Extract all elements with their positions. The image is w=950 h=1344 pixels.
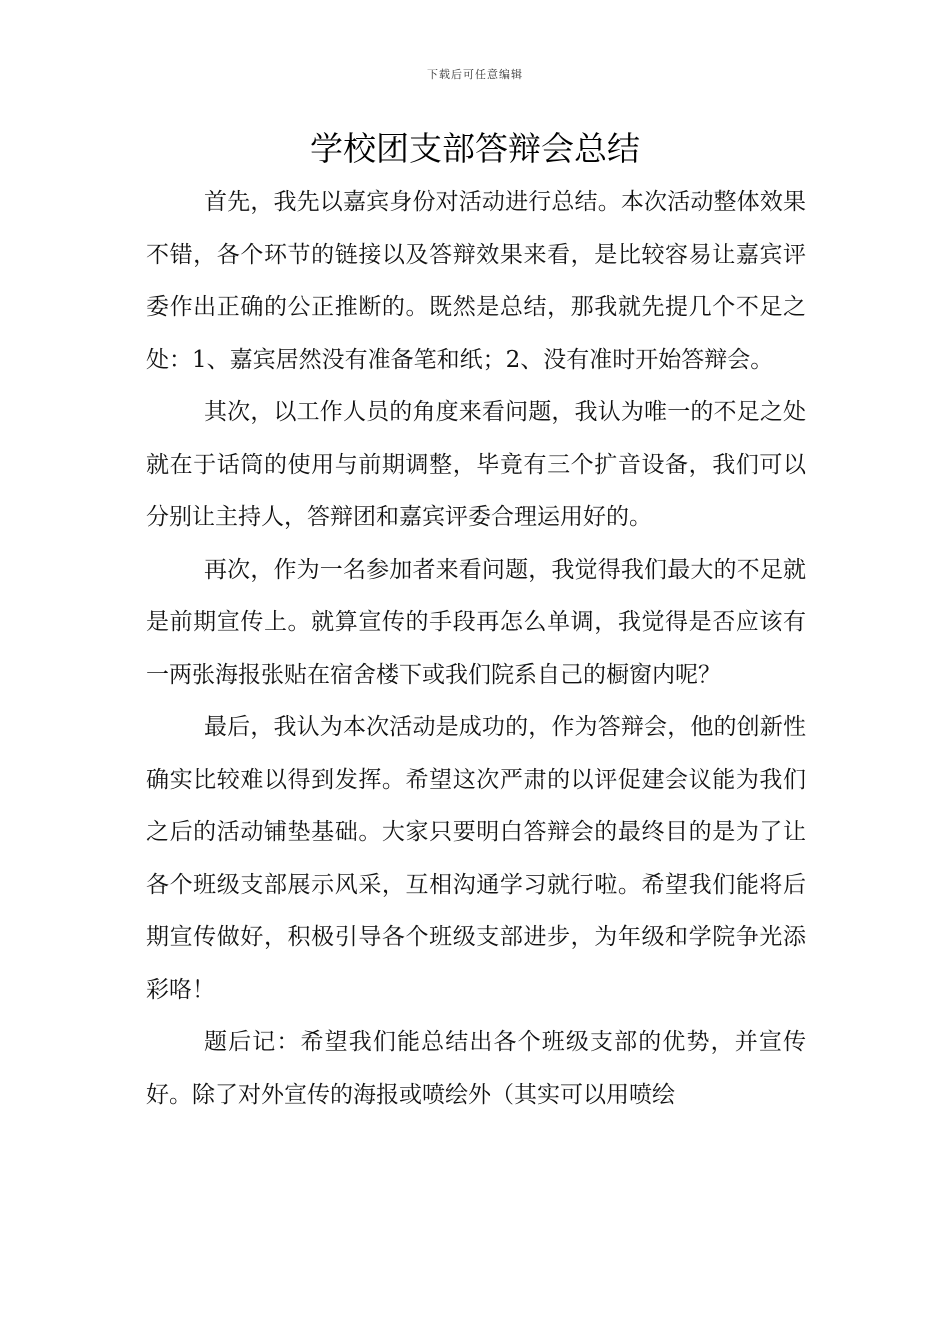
document-body bbox=[146, 176, 806, 1121]
header-note: 下载后可任意编辑 bbox=[427, 68, 523, 81]
paragraph-4: 最后，我认为本次活动是成功的，作为答辩会，他的创新性确实比较难以得到发挥。希望这次严肃的以评促建会议能为我们之后的活动铺垫基础。大家只要明白答辩会的最终目的是为了让各个班级支部展示风采，互相沟通学习就行啦。希望我们能将后期宣传做好，积极引导各个班级支部进步，为年级和学院争光添彩咯！ bbox=[146, 714, 806, 1003]
document-title: 学校团支部答辩会总结 bbox=[310, 129, 640, 168]
paragraph-3: 再次，作为一名参加者来看问题，我觉得我们最大的不足就是前期宣传上。就算宣传的手段再怎么单调，我觉得是否应该有一两张海报张贴在宿舍楼下或我们院系自己的橱窗内呢？ bbox=[146, 556, 806, 688]
paragraph-5: 题后记：希望我们能总结出各个班级支部的优势，并宣传好。除了对外宣传的海报或喷绘外（其实可以用喷绘 bbox=[146, 1029, 806, 1108]
paragraph-2: 其次，以工作人员的角度来看问题，我认为唯一的不足之处就在于话筒的使用与前期调整，毕竟有三个扩音设备，我们可以分别让主持人，答辩团和嘉宾评委合理运用好的。 bbox=[146, 399, 806, 530]
paragraph-1: 首先，我先以嘉宾身份对活动进行总结。本次活动整体效果不错，各个环节的链接以及答辩效果来看，是比较容易让嘉宾评委作出正确的公正推断的。既然是总结，那我就先提几个不足之处：1、嘉宾居然没有准备笔和纸；2、没有准时开始答辩会。 bbox=[146, 189, 806, 373]
